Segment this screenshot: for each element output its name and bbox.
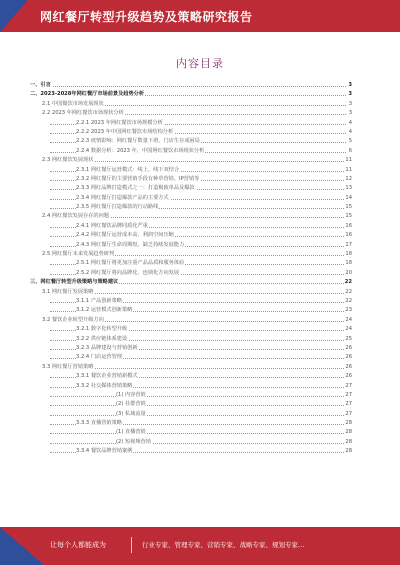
toc-entry-page: 4 [348, 128, 352, 137]
toc-entry[interactable] [30, 119, 352, 128]
toc-entry-page: 4 [348, 119, 352, 128]
toc-entry[interactable] [30, 212, 352, 221]
table-of-contents [30, 81, 352, 457]
toc-entry[interactable] [30, 400, 352, 409]
toc-entry-label: 2.5.2 网红餐厅将向品牌化、连锁化方向发展 [76, 269, 180, 278]
toc-entry-page: 28 [344, 419, 352, 428]
toc-entry-label: 2.4.1 网红餐饮品牌同质化严重 [76, 222, 149, 231]
toc-entry[interactable] [30, 259, 352, 268]
toc-entry[interactable] [30, 156, 352, 165]
toc-entry-label: 2.5.1 网红餐厅将更加注重产品品质和服务体验 [76, 259, 185, 268]
toc-entry-page: 11 [344, 156, 352, 165]
toc-entry-page: 3 [348, 109, 352, 118]
toc-leader-dots [50, 433, 346, 434]
footer-tagline: 行业专家、管理专家、营销专家、战略专家、规划专家… [142, 541, 305, 549]
toc-entry-page: 3 [348, 100, 352, 109]
toc-entry-label: 3.2.2 供应链体系建设 [76, 335, 128, 344]
toc-entry-page: 28 [344, 428, 352, 437]
toc-entry-label: 2.3.4 网红餐厅打造爆款产品的主要方式 [76, 194, 170, 203]
toc-entry-page: 27 [344, 382, 352, 391]
toc-entry[interactable] [30, 203, 352, 212]
toc-entry-label: 2.2.2 2023 年中国网红餐饮市场结构分析 [76, 128, 174, 137]
toc-entry-label: 2.5 网红餐厅未来发展趋势研判 [42, 250, 115, 259]
toc-entry[interactable] [30, 316, 352, 325]
toc-leader-dots [50, 415, 346, 416]
toc-entry-page: 6 [348, 147, 352, 156]
toc-entry[interactable] [30, 363, 352, 372]
footer-accent [0, 527, 44, 565]
toc-entry[interactable] [30, 147, 352, 156]
toc-entry-label: 3.2 餐饮企业转型升级方向 [42, 316, 105, 325]
toc-entry-page: 27 [344, 410, 352, 419]
toc-entry-label: 3.2.3 品牌建设与营销创新 [76, 344, 139, 353]
toc-entry-label: (3) 私域流量 [116, 410, 147, 419]
toc-entry-label: 2.2.1 2023 年网红餐饮市场规模分析 [76, 119, 164, 128]
toc-entry-page: 15 [344, 212, 352, 221]
toc-entry-page: 24 [344, 325, 352, 334]
toc-entry-page: 26 [344, 372, 352, 381]
toc-entry[interactable] [30, 250, 352, 259]
toc-entry-page: 28 [344, 438, 352, 447]
toc-entry[interactable] [30, 428, 352, 437]
toc-entry[interactable] [30, 231, 352, 240]
toc-entry-label: 2.3.5 网红餐厅打造爆款的行动路线 [76, 203, 159, 212]
toc-entry-page: 12 [344, 175, 352, 184]
toc-entry-label: 二、2023-2028年网红餐厅市场前景及趋势分析 [30, 90, 145, 99]
toc-entry[interactable] [30, 222, 352, 231]
toc-entry-page: 18 [344, 250, 352, 259]
toc-leader-dots [50, 86, 346, 87]
toc-entry[interactable] [30, 175, 352, 184]
toc-entry-page: 16 [344, 231, 352, 240]
toc-entry-label: 2.4.3 网红餐厅生命周期短，缺乏持续发展能力 [76, 241, 185, 250]
toc-entry-page: 26 [344, 344, 352, 353]
toc-entry[interactable] [30, 410, 352, 419]
toc-entry-page: 3 [347, 90, 352, 99]
toc-entry-label: 3.3.1 餐饮企业营销新模式 [76, 372, 139, 381]
toc-entry[interactable] [30, 382, 352, 391]
toc-entry-label: (2) 社群营销 [116, 400, 147, 409]
toc-entry-page: 16 [344, 222, 352, 231]
toc-entry-page: 22 [344, 288, 352, 297]
toc-entry-label: 3.1 网红餐厅发展策略 [42, 288, 94, 297]
toc-entry[interactable] [30, 447, 352, 456]
toc-entry-page: 13 [344, 184, 352, 193]
report-title: 网红餐厅转型升级趋势及策略研究报告 [40, 10, 253, 24]
report-header [0, 0, 400, 32]
toc-entry-label: 3.3 网红餐厅营销策略 [42, 363, 94, 372]
toc-heading: 内容目录 [176, 57, 224, 70]
toc-entry-label: 2.3.3 网红品牌打造模式之一：打造极致单品及爆款 [76, 184, 196, 193]
toc-entry-page: 3 [347, 81, 352, 90]
toc-entry[interactable] [30, 278, 352, 287]
toc-entry-page: 14 [344, 194, 352, 203]
toc-entry[interactable] [30, 419, 352, 428]
toc-entry[interactable] [30, 81, 352, 90]
toc-entry-page: 24 [344, 316, 352, 325]
toc-entry[interactable] [30, 438, 352, 447]
footer-slogan: 让每个人都能成为 [50, 541, 106, 549]
toc-entry-label: (1) 直播营销 [116, 428, 147, 437]
toc-entry[interactable] [30, 325, 352, 334]
toc-entry[interactable] [30, 109, 352, 118]
toc-entry-page: 15 [344, 203, 352, 212]
toc-leader-dots [50, 396, 346, 397]
toc-entry[interactable] [30, 372, 352, 381]
toc-entry-page: 18 [344, 259, 352, 268]
toc-entry[interactable] [30, 166, 352, 175]
toc-entry-label: 一、引言 [30, 81, 52, 90]
toc-entry-page: 26 [344, 363, 352, 372]
toc-entry-page: 25 [344, 335, 352, 344]
toc-entry[interactable] [30, 100, 352, 109]
toc-entry[interactable] [30, 241, 352, 250]
toc-entry-label: 3.3.3 直播营销策略 [76, 419, 123, 428]
toc-entry-label: 2.3.1 网红餐厅运营模式：线上、线下双结合 [76, 166, 180, 175]
toc-entry-label: 3.3.4 餐饮品牌营销案例 [76, 447, 133, 456]
toc-entry-label: 2.2.4 数据分析：2023 年，中国网红餐饮市场现状分析 [76, 147, 205, 156]
header-accent [0, 0, 28, 32]
toc-entry-label: 3.1.2 运营模式创新策略 [76, 306, 133, 315]
toc-entry[interactable] [30, 344, 352, 353]
toc-entry[interactable] [30, 306, 352, 315]
toc-entry-page: 22 [344, 278, 352, 287]
footer-divider [131, 537, 132, 553]
toc-entry-label: 2.2.3 疫情影响：网红餐厅数量下滑，门店生存成困局 [76, 137, 201, 146]
report-footer [0, 527, 400, 565]
toc-entry-page: 27 [344, 400, 352, 409]
toc-entry-page: 5 [348, 137, 352, 146]
toc-entry[interactable] [30, 297, 352, 306]
toc-entry-label: 2.2 2023 年网红餐饮市场现状分析 [42, 109, 125, 118]
toc-entry-label: 3.3.2 社交媒体营销策略 [76, 382, 133, 391]
toc-entry[interactable] [30, 90, 352, 99]
toc-entry-label: 3.1.1 产品创新策略 [76, 297, 123, 306]
toc-entry[interactable] [30, 335, 352, 344]
toc-entry-label: 三、网红餐厅转型升级策略与策略建议 [30, 278, 119, 287]
toc-entry-label: 2.3 网红餐饮发展现状 [42, 156, 94, 165]
toc-entry-label: 3.2.4 门店运营管理 [76, 353, 123, 362]
toc-entry[interactable] [30, 194, 352, 203]
toc-entry[interactable] [30, 269, 352, 278]
toc-entry[interactable] [30, 353, 352, 362]
toc-entry-label: 2.1 中国餐饮市场发展现状 [42, 100, 105, 109]
toc-entry[interactable] [30, 137, 352, 146]
toc-entry-label: 2.4 网红餐饮发展存在的问题 [42, 212, 110, 221]
toc-leader-dots [50, 405, 346, 406]
toc-entry-page: 23 [344, 306, 352, 315]
toc-entry-page: 27 [344, 391, 352, 400]
toc-entry[interactable] [30, 128, 352, 137]
toc-entry-label: (2) 短视频营销 [116, 438, 152, 447]
toc-entry-label: 2.3.2 网红餐厅的主要营销手段有种草营销、IP营销等 [76, 175, 200, 184]
toc-entry-page: 22 [344, 297, 352, 306]
toc-entry-page: 11 [344, 166, 352, 175]
toc-entry-label: 2.4.2 网红餐厅运营成本高，利润空间压缩 [76, 231, 175, 240]
toc-entry-page: 26 [344, 353, 352, 362]
toc-entry-page: 28 [344, 447, 352, 456]
toc-entry[interactable] [30, 288, 352, 297]
toc-entry[interactable] [30, 184, 352, 193]
toc-entry-label: 3.2.1 数字化转型升级 [76, 325, 128, 334]
toc-entry-page: 17 [344, 241, 352, 250]
toc-entry[interactable] [30, 391, 352, 400]
toc-entry-label: (1) 内容营销 [116, 391, 147, 400]
toc-leader-dots [50, 443, 346, 444]
toc-entry-page: 20 [344, 269, 352, 278]
